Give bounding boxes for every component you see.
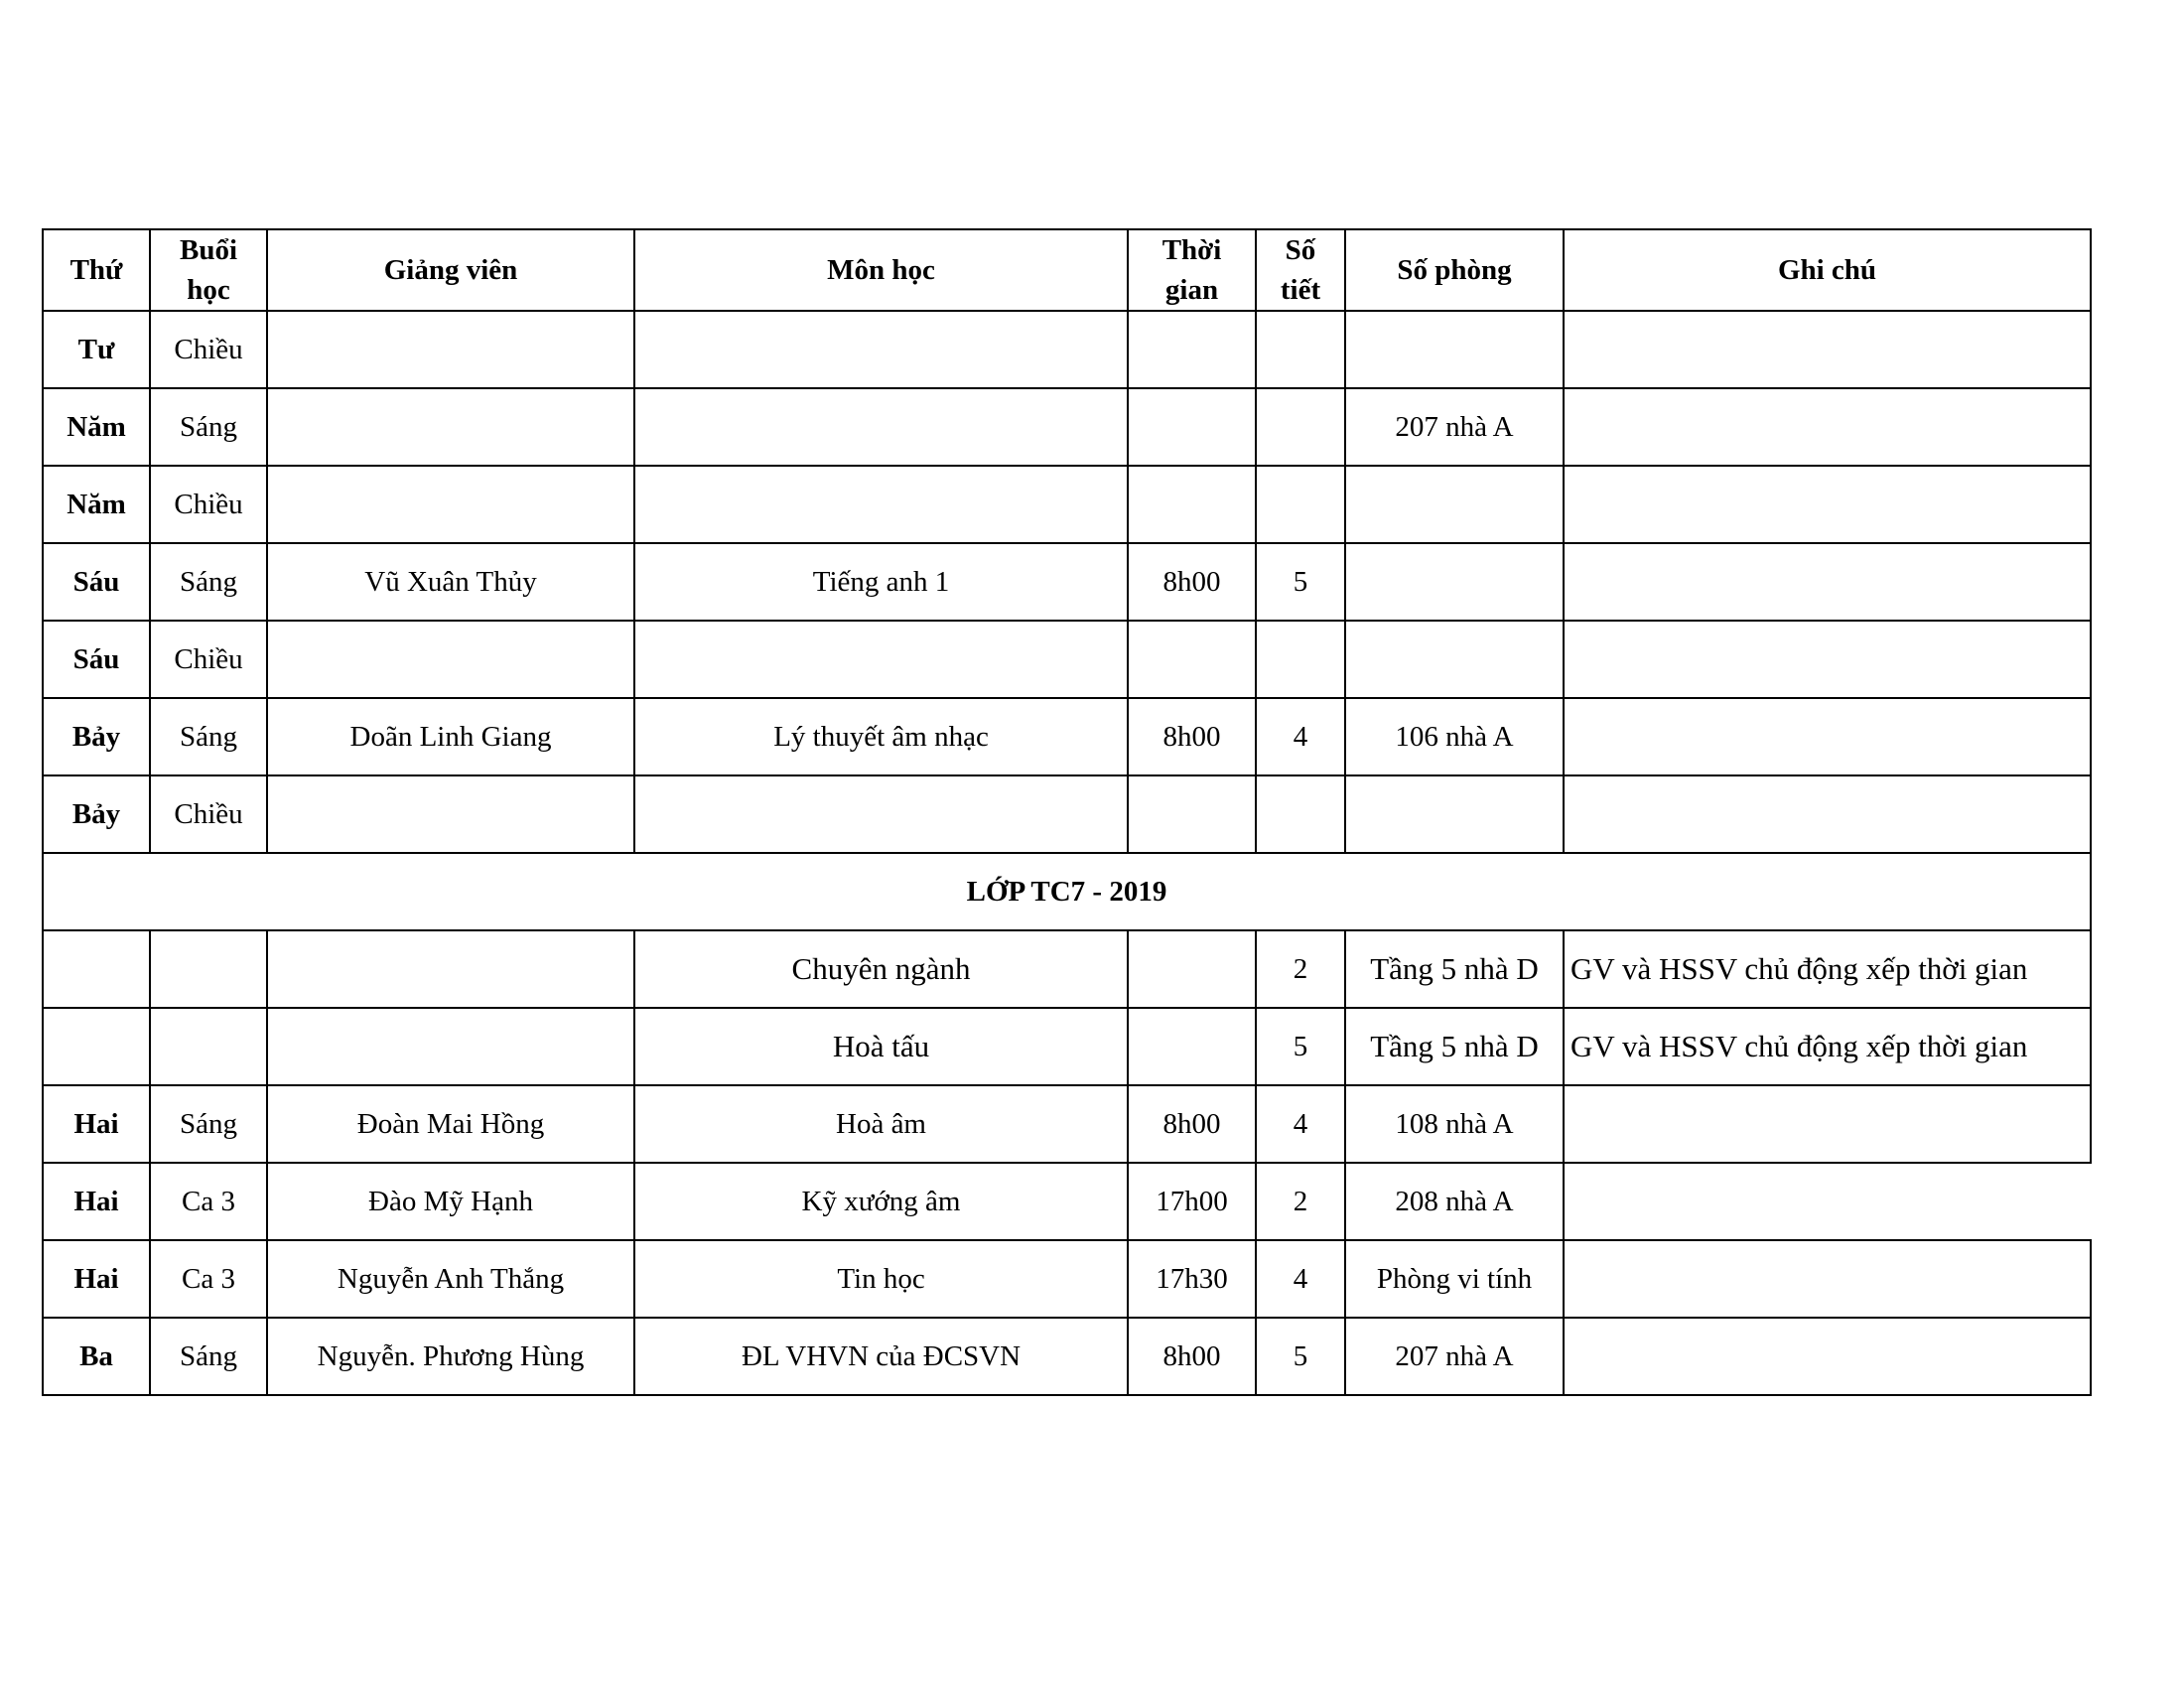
cell-subject: Hoà tấu [634,1008,1128,1085]
table-row [43,1163,2091,1240]
cell-room: 208 nhà A [1345,1163,1564,1240]
cell-time [1128,930,1256,1008]
cell-note [1564,775,2091,853]
cell-subject [634,388,1128,466]
cell-day: Hai [43,1240,150,1318]
cell-session: Chiều [150,311,267,388]
cell-lecturer: Đoàn Mai Hồng [267,1085,634,1163]
cell-note [1564,621,2091,698]
cell-lecturer: Đào Mỹ Hạnh [267,1163,634,1240]
cell-lecturer [267,930,634,1008]
cell-room [1345,543,1564,621]
cell-day: Năm [43,388,150,466]
header-lecturer: Giảng viên [267,229,634,311]
cell-room [1345,311,1564,388]
cell-lecturer: Vũ Xuân Thủy [267,543,634,621]
cell-day: Hai [43,1163,150,1240]
cell-subject: Hoà âm [634,1085,1128,1163]
cell-session: Sáng [150,1318,267,1395]
cell-note [1564,698,2091,775]
table-row [43,311,2091,388]
cell-day: Ba [43,1318,150,1395]
cell-note [1564,466,2091,543]
cell-note [1564,311,2091,388]
cell-periods [1256,466,1345,543]
cell-time: 8h00 [1128,1085,1256,1163]
cell-day [43,930,150,1008]
cell-lecturer [267,775,634,853]
cell-note [1564,1163,2091,1240]
table-row [43,466,2091,543]
header-room: Số phòng [1345,229,1564,311]
cell-room [1345,466,1564,543]
cell-lecturer [267,1008,634,1085]
cell-subject: Chuyên ngành [634,930,1128,1008]
cell-session: Chiều [150,621,267,698]
cell-note [1564,388,2091,466]
cell-session [150,930,267,1008]
cell-time [1128,311,1256,388]
cell-room: Phòng vi tính [1345,1240,1564,1318]
cell-session: Sáng [150,1085,267,1163]
cell-lecturer [267,466,634,543]
cell-room [1345,775,1564,853]
cell-periods: 5 [1256,543,1345,621]
cell-time [1128,621,1256,698]
cell-time [1128,388,1256,466]
table-row [43,775,2091,853]
cell-day: Sáu [43,621,150,698]
header-subject: Môn học [634,229,1128,311]
header-day: Thứ [43,229,150,311]
cell-subject: Kỹ xướng âm [634,1163,1128,1240]
header-note: Ghi chú [1564,229,2091,311]
cell-room: 207 nhà A [1345,1318,1564,1395]
table-row [43,543,2091,621]
cell-periods: 4 [1256,1240,1345,1318]
cell-session [150,1008,267,1085]
table-row [43,930,2091,1008]
cell-session: Ca 3 [150,1163,267,1240]
cell-day: Bảy [43,775,150,853]
cell-periods: 4 [1256,1085,1345,1163]
cell-time: 17h00 [1128,1163,1256,1240]
section-row [43,853,2091,930]
cell-day: Bảy [43,698,150,775]
cell-time: 8h00 [1128,698,1256,775]
cell-room: Tầng 5 nhà D [1345,1008,1564,1085]
cell-periods [1256,388,1345,466]
cell-subject [634,775,1128,853]
cell-session: Chiều [150,466,267,543]
cell-subject [634,621,1128,698]
header-row [43,229,2091,311]
table-row [43,621,2091,698]
cell-day: Năm [43,466,150,543]
cell-note [1564,1318,2091,1395]
cell-lecturer [267,311,634,388]
table-row [43,1240,2091,1318]
cell-subject: Tin học [634,1240,1128,1318]
cell-periods [1256,621,1345,698]
cell-day: Sáu [43,543,150,621]
cell-session: Chiều [150,775,267,853]
cell-lecturer [267,621,634,698]
cell-time [1128,775,1256,853]
cell-periods: 5 [1256,1318,1345,1395]
cell-time: 8h00 [1128,1318,1256,1395]
table-row [43,388,2091,466]
cell-lecturer: Doãn Linh Giang [267,698,634,775]
cell-session: Sáng [150,698,267,775]
cell-note [1564,1085,2091,1163]
cell-periods [1256,775,1345,853]
cell-time: 17h30 [1128,1240,1256,1318]
cell-periods: 5 [1256,1008,1345,1085]
cell-day: Tư [43,311,150,388]
cell-note [1564,543,2091,621]
cell-subject: Tiếng anh 1 [634,543,1128,621]
cell-room [1345,621,1564,698]
cell-time: 8h00 [1128,543,1256,621]
cell-room: Tầng 5 nhà D [1345,930,1564,1008]
cell-session: Ca 3 [150,1240,267,1318]
cell-subject [634,466,1128,543]
cell-note: GV và HSSV chủ động xếp thời gian [1564,1008,2091,1085]
cell-subject: Lý thuyết âm nhạc [634,698,1128,775]
cell-lecturer [267,388,634,466]
cell-subject: ĐL VHVN của ĐCSVN [634,1318,1128,1395]
cell-day [43,1008,150,1085]
table-row [43,1318,2091,1395]
cell-day: Hai [43,1085,150,1163]
header-time: Thời gian [1128,229,1256,311]
cell-periods: 4 [1256,698,1345,775]
table-row [43,1008,2091,1085]
section-title: LỚP TC7 - 2019 [43,853,2091,930]
cell-periods: 2 [1256,930,1345,1008]
cell-subject [634,311,1128,388]
cell-lecturer: Nguyễn Anh Thắng [267,1240,634,1318]
cell-lecturer: Nguyễn. Phương Hùng [267,1318,634,1395]
cell-room: 207 nhà A [1345,388,1564,466]
cell-room: 106 nhà A [1345,698,1564,775]
cell-room: 108 nhà A [1345,1085,1564,1163]
table-row [43,698,2091,775]
cell-note [1564,1240,2091,1318]
header-session: Buổi học [150,229,267,311]
schedule-table [42,228,2092,1396]
header-periods: Số tiết [1256,229,1345,311]
cell-note: GV và HSSV chủ động xếp thời gian [1564,930,2091,1008]
cell-time [1128,1008,1256,1085]
cell-periods [1256,311,1345,388]
table-row [43,1085,2091,1163]
cell-periods: 2 [1256,1163,1345,1240]
cell-session: Sáng [150,388,267,466]
cell-session: Sáng [150,543,267,621]
cell-time [1128,466,1256,543]
